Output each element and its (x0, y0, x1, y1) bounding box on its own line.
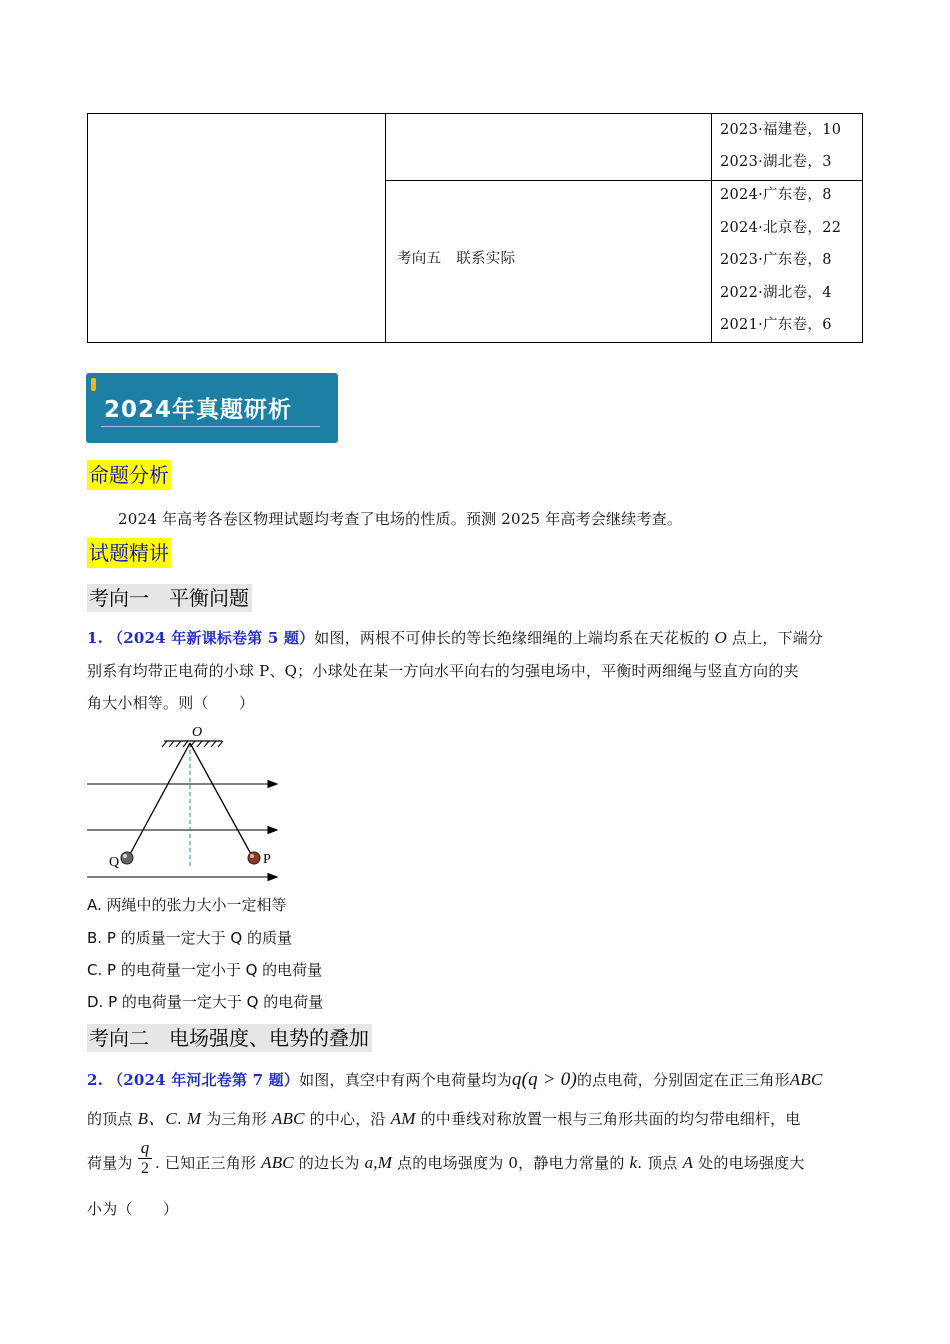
math-m: M (186, 1109, 202, 1128)
q1-text: 点上，下端分 (731, 629, 824, 647)
banner-title: 2024年真题研析 (104, 397, 293, 423)
q1-line3: 角大小相等。则（ ） (87, 694, 255, 712)
section-banner (86, 373, 338, 443)
tag-explain: 试题精讲 (87, 538, 171, 568)
table-cell: 2024·北京卷，22 (720, 220, 842, 236)
q2-text: 的顶点 (87, 1110, 133, 1128)
q2-line3-rest (155, 1152, 805, 1173)
table-cell: 考向五 联系实际 (397, 251, 516, 267)
question-number: 1. (87, 629, 104, 647)
option-b[interactable]: B. P 的质量一定大于 Q 的质量 (87, 929, 292, 947)
question-source: （2024 年新课标卷第 5 题） (108, 629, 315, 647)
math-abc: ABC (261, 1153, 294, 1172)
option-a[interactable]: A. 两绳中的张力大小一定相等 (87, 896, 287, 914)
syllabus-table (87, 113, 863, 343)
option-c[interactable]: C. P 的电荷量一定小于 Q 的电荷量 (87, 961, 323, 979)
banner-accent (91, 378, 96, 391)
q2-text: 荷量为 (87, 1154, 133, 1172)
fraction (138, 1139, 152, 1178)
table-row-divider (385, 180, 862, 181)
math-am: a,M (364, 1153, 393, 1172)
q2-text: 点的电场强度为 0，静电力常量的 (397, 1154, 625, 1172)
table-col-divider (385, 114, 386, 342)
q2-line1 (87, 1069, 823, 1091)
section-title: 考向二 电场强度、电势的叠加 (87, 1024, 372, 1052)
math-am: AM (390, 1109, 416, 1128)
ball-p (248, 852, 260, 864)
math-o: O (714, 628, 727, 647)
q2-line3 (87, 1152, 133, 1173)
q2-text: . (176, 1110, 182, 1128)
section-title: 考向一 平衡问题 (87, 584, 252, 612)
q1-text: 如图，两根不可伸长的等长绝缘细绳的上端均系在天花板的 (314, 629, 710, 647)
q2-text: 的中心，沿 (309, 1110, 386, 1128)
fraction-numerator: q (140, 1138, 150, 1157)
table-cell: 2023·福建卷，10 (720, 122, 842, 138)
table-cell: 2021·广东卷，6 (720, 317, 832, 333)
question-source: （2024 年河北卷第 7 题） (108, 1071, 300, 1089)
table-cell: 2023·湖北卷，3 (720, 154, 832, 170)
math-abc: ABC (271, 1109, 305, 1128)
q2-text: 的点电荷，分别固定在正三角形 (576, 1071, 790, 1089)
q2-text: 处的电场强度大 (698, 1154, 805, 1172)
table-cell: 2022·湖北卷，4 (720, 285, 832, 301)
math-bc: B、C (137, 1109, 177, 1128)
q1-line1 (87, 627, 823, 648)
q2-text: 为三角形 (206, 1110, 267, 1128)
banner-underline (101, 426, 320, 427)
label-p: P (263, 852, 271, 867)
q2-text: 的中垂线对称放置一根与三角形共面的均匀带电细杆，电 (420, 1110, 801, 1128)
analysis-text: 2024 年高考各卷区物理试题均考查了电场的性质。预测 2025 年高考会继续考查。 (118, 510, 683, 528)
table-cell: 2024·广东卷，8 (720, 187, 832, 203)
table-cell: 2023·广东卷，8 (720, 252, 832, 268)
fraction-denominator: 2 (141, 1160, 149, 1177)
math-k: k (629, 1153, 638, 1172)
q1-line2: 别系有均带正电荷的小球 P、Q；小球处在某一方向水平向右的匀强电场中，平衡时两细绳与竖直方向的夹 (87, 662, 799, 680)
q2-text: 的边长为 (298, 1154, 360, 1172)
table-col-divider (711, 114, 712, 342)
tag-analysis: 命题分析 (87, 460, 171, 490)
label-q: Q (109, 855, 120, 870)
q2-line2 (87, 1104, 801, 1129)
math-expr: q(q > 0) (511, 1069, 577, 1090)
q2-text: 如图，真空中有两个电荷量均为 (299, 1071, 512, 1089)
label-o: O (192, 725, 203, 740)
question-number: 2. (87, 1071, 104, 1089)
pendulum-figure (85, 722, 285, 882)
math-a: A (682, 1153, 694, 1172)
option-d[interactable]: D. P 的电荷量一定大于 Q 的电荷量 (87, 993, 324, 1011)
math-abc: ABC (789, 1070, 823, 1089)
ball-q (121, 852, 133, 864)
q2-line4: 小为（ ） (87, 1200, 179, 1218)
q2-text: . 已知正三角形 (155, 1154, 257, 1172)
q2-text: . 顶点 (637, 1154, 678, 1172)
